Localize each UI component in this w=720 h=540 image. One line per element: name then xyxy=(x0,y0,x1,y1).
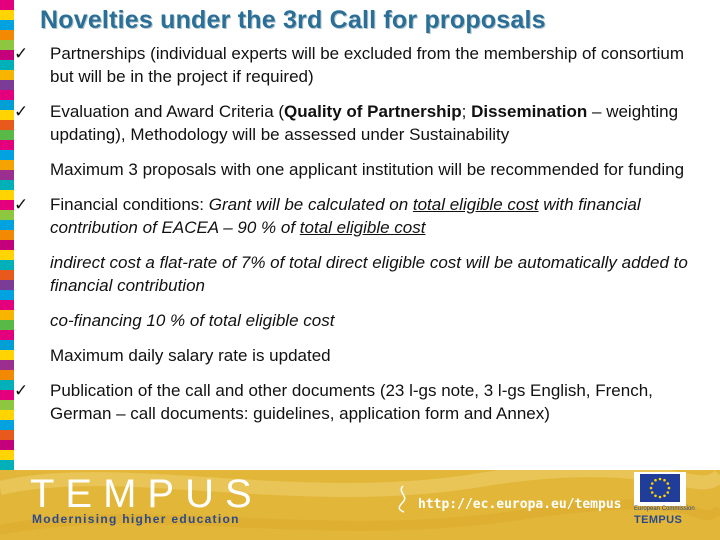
eu-star-icon xyxy=(659,478,662,481)
eu-caption: European Commission xyxy=(634,506,695,512)
eu-star-icon xyxy=(668,487,671,490)
item-text: indirect cost a flat-rate of 7% of total direct eligible cost will be automatically added to financial contribution xyxy=(50,253,688,295)
eu-star-icon xyxy=(663,494,666,497)
item-text: Maximum daily salary rate is updated xyxy=(50,346,331,365)
item-text: ; xyxy=(461,102,472,121)
website-link[interactable]: http://ec.europa.eu/tempus xyxy=(418,497,622,512)
bullet-item-financial xyxy=(10,193,710,239)
eu-star-icon xyxy=(651,491,654,494)
bullet-item-partnerships xyxy=(10,42,710,88)
stripe-block xyxy=(0,460,14,470)
slide-content xyxy=(10,42,710,437)
item-bold-dissemination: Dissemination xyxy=(471,102,588,121)
checkmark-icon: ✓ xyxy=(14,381,29,400)
item-bold-quality: Quality of Partnership xyxy=(284,102,462,121)
eu-tempus-label: TEMPUS xyxy=(634,514,683,526)
item-text: co-financing 10 % of total eligible cost xyxy=(50,311,335,330)
eu-star-icon xyxy=(663,479,666,482)
sub-item-indirect-cost xyxy=(10,251,710,297)
eu-star-icon xyxy=(654,479,657,482)
stripe-block xyxy=(0,10,14,20)
item-underlined: total eligible cost xyxy=(412,195,539,214)
item-text: – weighting updating), Methodology will be assessed under Sustainability xyxy=(50,102,679,144)
eu-star-icon xyxy=(654,494,657,497)
bullet-item-evaluation xyxy=(10,100,710,146)
sub-item-max-proposals xyxy=(10,158,710,181)
eu-star-icon xyxy=(666,491,669,494)
sub-item-co-financing xyxy=(10,309,710,332)
stripe-block xyxy=(0,0,14,10)
tempus-tagline: Modernising higher education xyxy=(32,512,240,526)
eu-logo-box xyxy=(634,472,686,506)
item-text: Maximum 3 proposals with one applicant institution will be recommended for funding xyxy=(50,160,685,179)
slide-title: Novelties under the 3rd Call for proposals xyxy=(40,6,546,34)
bullet-item-publication xyxy=(10,379,710,425)
sub-item-salary-rate xyxy=(10,344,710,367)
footer-banner xyxy=(0,470,720,540)
item-italic: with financial contribution of EACEA – 90 % of xyxy=(50,195,641,237)
item-underlined: total eligible cost xyxy=(299,218,426,237)
eu-star-icon xyxy=(659,496,662,499)
item-text: Evaluation and Award Criteria ( xyxy=(50,102,285,121)
item-text: Financial conditions: xyxy=(50,195,209,214)
stripe-block xyxy=(0,30,14,40)
eu-star-icon xyxy=(666,482,669,485)
checkmark-icon: ✓ xyxy=(14,195,29,214)
stripe-block xyxy=(0,20,14,30)
item-text: Publication of the call and other documents (23 l-gs note, 3 l-gs English, French, German – call documents: guidelines, application form and Annex) xyxy=(50,381,653,423)
checkmark-icon: ✓ xyxy=(14,44,29,63)
eu-star-icon xyxy=(651,482,654,485)
tempus-logo: TEMPUS xyxy=(30,472,263,516)
checkmark-icon: ✓ xyxy=(14,102,29,121)
swirl-mark-icon xyxy=(396,484,410,514)
eu-star-icon xyxy=(650,487,653,490)
stripe-block xyxy=(0,450,14,460)
item-text: Partnerships (individual experts will be excluded from the membership of consortium but will be in the project if required) xyxy=(50,44,685,86)
item-italic: Grant will be calculated on xyxy=(208,195,413,214)
stripe-block xyxy=(0,440,14,450)
eu-flag-icon xyxy=(634,472,686,506)
